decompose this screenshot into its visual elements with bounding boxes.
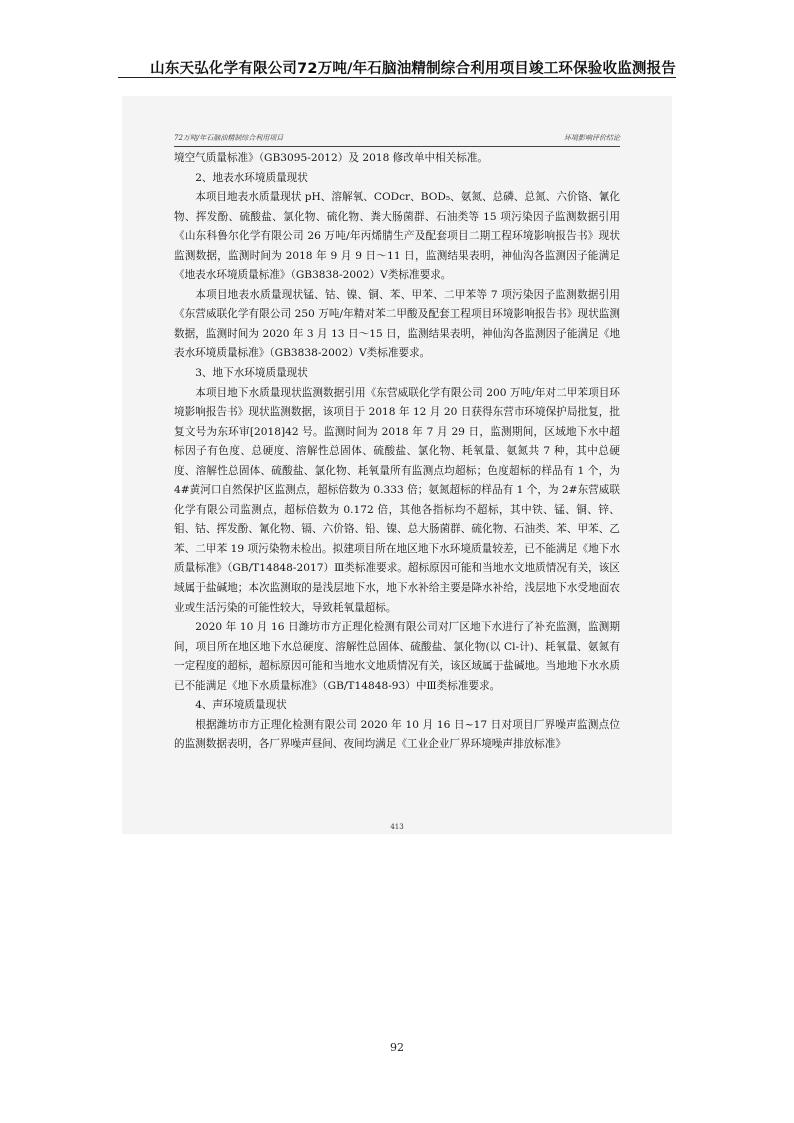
section-heading-groundwater: 3、地下水环境质量现状: [195, 367, 308, 380]
paragraph-surface-water-2: 本项目地表水质量现状锰、钴、镍、铜、苯、甲苯、二甲苯等 7 项污染因子监测数据引用《东营威联化学有限公司 250 万吨/年精对苯二甲酸及配套工程项目环境影响报告书》现状监测数据，监测时间为 2020 年 3 月 13 日～15 日，监测结果表明，神仙沟各监测因子能满足《地表水环境质量标准》（GB3838-2002）Ⅴ类标准要求。: [174, 288, 620, 360]
scanned-header-rule: [174, 146, 620, 147]
scanned-body-text: [174, 149, 620, 755]
scanned-page-header: [174, 131, 620, 145]
scanned-page: [122, 96, 672, 834]
section-heading-noise: 4、声环境质量现状: [195, 699, 287, 712]
paragraph-noise: 根据潍坊市方正理化检测有限公司 2020 年 10 月 16 日~17 日对项目厂界噪声监测点位的监测数据表明，各厂界噪声昼间、夜间均满足《工业企业厂界环境噪声排放标准》: [174, 718, 620, 751]
paragraph-groundwater-1: 本项目地下水质量现状监测数据引用《东营威联化学有限公司 200 万吨/年对二甲苯项目环境影响报告书》现状监测数据，该项目于 2018 年 12 月 20 日获得东营市环境保护局批复，批复文号为东环审[2018]42 号。监测时间为 2018 年 7 月 29 日，监测期间，区域地下水中超标因子有色度、总硬度、溶解性总固体、硫酸盐、氯化物、耗氧量、氨氮共 7 种，其中总硬度、溶解性总固体、硫酸盐、氯化物、耗氧量所有监测点均超标；色度超标的样品有 1 个，为 4#黄河口自然保护区监测点，超标倍数为 0.333 倍；氨氮超标的样品有 1 个，为 2#东营威联化学有限公司监测点，超标倍数为 0.172 倍，其他各指标均不超标，其中铁、锰、铜、锌、钼、钴、挥发酚、氰化物、镉、六价铬、铅、镍、总大肠菌群、硫化物、石油类、苯、甲苯、乙苯、二甲苯 19 项污染物未检出。拟建项目所在地区地下水环境质量较差，已不能满足《地下水质量标准》（GB/T14848-2017）Ⅲ类标准要求。超标原因可能和当地水文地质情况有关，该区域属于盐碱地；本次监测取的是浅层地下水，地下水补给主要是降水补给，浅层地下水受地面农业或生活污染的可能性较大，导致耗氧量超标。: [174, 386, 620, 614]
section-heading-surface-water: 2、地表水环境质量现状: [195, 171, 308, 184]
report-title: 山东天弘化学有限公司72万吨/年石脑油精制综合利用项目竣工环保验收监测报告: [150, 61, 676, 77]
scanned-header-project: 72万吨/年石脑油精制综合利用项目: [174, 134, 284, 142]
header-rule: [118, 77, 676, 78]
scanned-page-number: 413: [390, 823, 404, 831]
paragraph-groundwater-2: 2020 年 10 月 16 日潍坊市方正理化检测有限公司对厂区地下水进行了补充监测，监测期间，项目所在地区地下水总硬度、溶解性总固体、硫酸盐、氯化物(以 Cl-计)、耗氧量、氨氮有一定程度的超标，超标原因可能和当地水文地质情况有关，该区域属于盐碱地。当地地下水水质已不能满足《地下水质量标准》（GB/T14848-93）中Ⅲ类标准要求。: [174, 621, 620, 692]
paragraph-continuation: 境空气质量标准》（GB3095-2012）及 2018 修改单中相关标准。: [174, 152, 489, 164]
scanned-header-section: 环境影响评价结论: [564, 134, 620, 142]
page-number: 92: [390, 1041, 404, 1054]
paragraph-surface-water-1: 本项目地表水质量现状 pH、溶解氧、CODcr、BOD₅、氨氮、总磷、总氮、六价铬、氰化物、挥发酚、硫酸盐、氯化物、硫化物、粪大肠菌群、石油类等 15 项污染因子监测数据引用《山东科鲁尔化学有限公司 26 万吨/年丙烯腈生产及配套项目二期工程环境影响报告书》现状监测数据，监测时间为 2018 年 9 月 9 日～11 日，监测结果表明，神仙沟各监测因子能满足《地表水环境质量标准》（GB3838-2002）Ⅴ类标准要求。: [174, 191, 620, 282]
